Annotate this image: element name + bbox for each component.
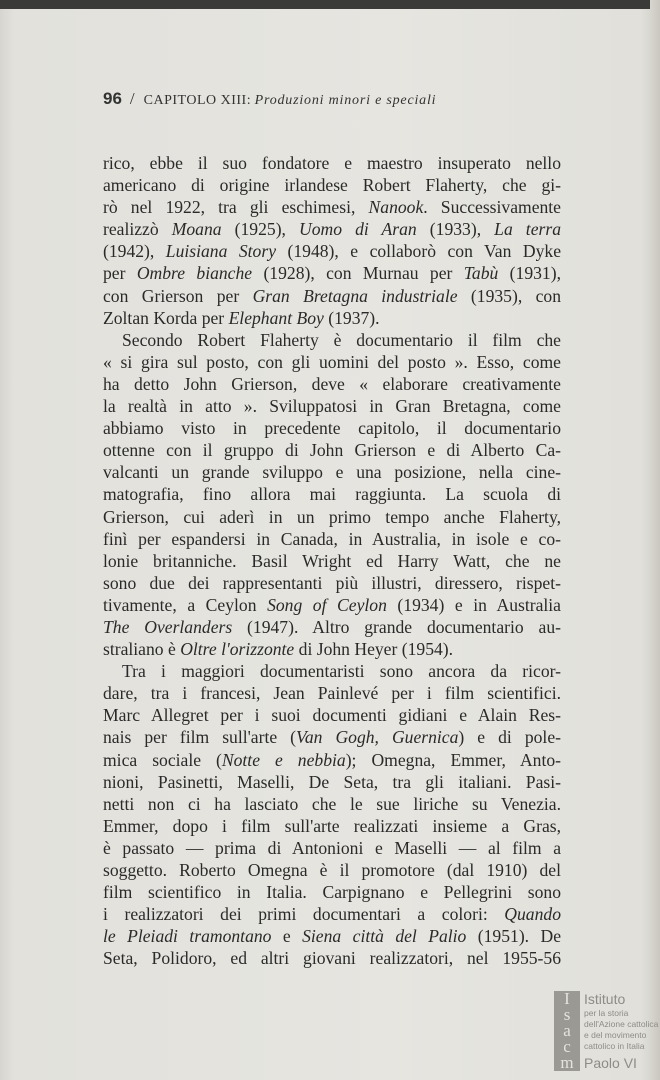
text-span: con Grierson per xyxy=(103,285,253,306)
italic-title: le Pleiadi tramontano xyxy=(103,926,272,947)
italic-title: Gran Bretagna industriale xyxy=(252,285,458,306)
page-number: 96 xyxy=(103,89,122,108)
text-span: (1933), xyxy=(416,219,495,240)
text-span: ottenne con il gruppo di John Grierson e di Alberto Ca- xyxy=(103,440,561,461)
body-text xyxy=(103,152,561,969)
text-line xyxy=(103,218,561,240)
text-span: Zoltan Korda per xyxy=(103,307,229,328)
italic-title: Luisiana Story xyxy=(165,241,277,262)
italic-title: Quando xyxy=(504,904,561,925)
logo-line: dell'Azione cattolica xyxy=(584,1019,659,1029)
text-span: . Successivamente xyxy=(423,197,561,218)
text-span: è passato — prima di Antonioni e Maselli — al film a xyxy=(103,837,561,858)
text-span: ); Omegna, Emmer, Anto- xyxy=(345,749,561,770)
text-span: (1931), xyxy=(498,263,561,284)
text-span: dare, tra i francesi, Jean Painlevé per i film scientifici. xyxy=(103,683,561,704)
text-span: « si gira sul posto, con gli uomini del posto ». Esso, come xyxy=(103,351,561,372)
logo-footer: Paolo VI xyxy=(584,1055,637,1071)
text-span: nais per film sull'arte ( xyxy=(103,727,297,748)
text-span: finì per espandersi in Canada, in Australia, in isole e co- xyxy=(103,528,561,549)
chapter-label: CAPITOLO XIII: xyxy=(143,93,252,108)
logo-letter: m xyxy=(560,1053,574,1072)
text-line xyxy=(103,638,561,660)
text-line xyxy=(103,152,561,174)
text-span: i realizzatori dei primi documentari a colori: xyxy=(103,904,505,925)
text-line xyxy=(103,461,561,483)
text-span: matografia, fino allora mai raggiunta. La scuola di xyxy=(103,484,561,505)
text-line xyxy=(103,285,561,307)
text-line xyxy=(103,815,561,837)
text-span: Emmer, dopo i film sull'arte realizzati insieme a Gras, xyxy=(103,815,561,836)
logo-letter: s xyxy=(563,1005,571,1024)
text-span: rò nel 1922, tra gli eschimesi, xyxy=(103,197,369,218)
watermark-logo xyxy=(554,991,658,1071)
scan-top-border xyxy=(0,0,660,9)
text-line xyxy=(103,373,561,395)
text-span: ha detto John Grierson, deve « elaborare creativamente xyxy=(103,373,561,394)
text-span: per xyxy=(103,263,137,284)
text-line xyxy=(103,506,561,528)
text-span: di John Heyer (1954). xyxy=(294,639,454,660)
logo-letter: I xyxy=(564,989,570,1008)
text-line xyxy=(103,483,561,505)
text-line xyxy=(103,903,561,925)
text-line xyxy=(103,616,561,638)
text-span: ) e di pole- xyxy=(458,727,561,748)
text-line xyxy=(103,550,561,572)
text-line xyxy=(103,240,561,262)
text-line xyxy=(103,837,561,859)
logo-mark xyxy=(554,991,580,1071)
text-line xyxy=(103,682,561,704)
running-header xyxy=(103,89,436,109)
text-line xyxy=(103,947,561,969)
italic-title: Elephant Boy xyxy=(228,307,324,328)
italic-title: Oltre l'orizzonte xyxy=(180,639,295,660)
text-line xyxy=(103,417,561,439)
italic-title: Moana xyxy=(171,219,222,240)
text-span: (1951). De xyxy=(466,926,562,947)
text-span: abbiamo visto in precedente capitolo, il documentario xyxy=(103,418,561,439)
text-span: (1925), xyxy=(221,219,300,240)
text-span: e xyxy=(271,926,303,947)
text-line xyxy=(103,704,561,726)
text-span: tivamente, a Ceylon xyxy=(103,594,268,615)
header-separator: / xyxy=(129,89,135,108)
text-line xyxy=(103,351,561,373)
text-line xyxy=(103,771,561,793)
logo-line: cattolico in Italia xyxy=(584,1041,645,1051)
text-line xyxy=(103,726,561,748)
text-span: nioni, Pasinetti, Maselli, De Seta, tra gli italiani. Pasi- xyxy=(103,771,561,792)
text-span: rico, ebbe il suo fondatore e maestro insuperato nello xyxy=(103,153,561,173)
text-span: la realtà in atto ». Sviluppatosi in Gran Bretagna, come xyxy=(103,396,561,417)
text-line xyxy=(103,793,561,815)
text-span: sono due dei rappresentanti più illustri, diressero, rispet- xyxy=(103,572,561,593)
italic-title: Song of Ceylon xyxy=(267,594,387,615)
text-span: netti non ci ha lasciato che le sue liriche su Venezia. xyxy=(103,793,561,814)
text-line xyxy=(103,881,561,903)
logo-title: Istituto xyxy=(584,991,626,1007)
text-line xyxy=(103,528,561,550)
text-span: lonie britanniche. Basil Wright ed Harry Watt, che ne xyxy=(103,550,561,571)
text-span: (1934) e in Australia xyxy=(386,594,561,615)
text-span: (1948), e collaborò con Van Dyke xyxy=(276,241,562,262)
logo-letter: a xyxy=(563,1021,571,1040)
text-line xyxy=(103,329,561,351)
text-line xyxy=(103,395,561,417)
italic-title: Uomo di Aran xyxy=(299,219,417,240)
text-span: Marc Allegret per i suoi documenti gidiani e Alain Res- xyxy=(103,705,561,726)
text-span: (1937). xyxy=(323,307,380,328)
text-span: (1942), xyxy=(103,241,166,262)
text-span: film scientifico in Italia. Carpignano e Pellegrini sono xyxy=(103,882,561,903)
text-line xyxy=(103,174,561,196)
text-line xyxy=(103,749,561,771)
italic-title: Siena città del Palio xyxy=(302,926,467,947)
text-span: americano di origine irlandese Robert Flaherty, che gi- xyxy=(103,175,561,196)
text-span: Seta, Polidoro, ed altri giovani realizzatori, nel 1955-56 xyxy=(103,948,561,969)
chapter-subtitle: Produzioni minori e speciali xyxy=(254,93,437,108)
text-span: (1928), con Murnau per xyxy=(252,263,464,284)
text-span: mica sociale ( xyxy=(103,749,222,770)
text-span: Secondo Robert Flaherty è documentario il film che xyxy=(122,329,561,350)
italic-title: The Overlanders xyxy=(103,616,233,637)
text-line xyxy=(103,660,561,682)
text-line xyxy=(103,925,561,947)
italic-title: La terra xyxy=(494,219,561,240)
italic-title: Nanook xyxy=(368,197,424,218)
text-span: (1947). Altro grande documentario au- xyxy=(232,616,561,637)
italic-title: Tabù xyxy=(463,263,499,284)
text-span: Grierson, cui aderì in un primo tempo anche Flaherty, xyxy=(103,506,561,527)
italic-title: Ombre bianche xyxy=(136,263,253,284)
text-line xyxy=(103,572,561,594)
text-span: valcanti un grande sviluppo e una posizione, nella cine- xyxy=(103,462,561,483)
text-line xyxy=(103,262,561,284)
text-span: (1935), con xyxy=(457,285,561,306)
italic-title: Van Gogh, Guernica xyxy=(296,727,459,748)
text-span: Tra i maggiori documentaristi sono ancora da ricor- xyxy=(122,661,561,682)
text-span: realizzò xyxy=(103,219,172,240)
text-line xyxy=(103,307,561,329)
logo-letter: c xyxy=(563,1037,571,1056)
italic-title: Notte e nebbia xyxy=(221,749,346,770)
text-span: straliano è xyxy=(103,639,181,660)
logo-line: per la storia xyxy=(584,1008,629,1018)
text-line xyxy=(103,594,561,616)
text-line xyxy=(103,859,561,881)
scan-right-edge xyxy=(650,0,660,1080)
text-line xyxy=(103,439,561,461)
text-span: soggetto. Roberto Omegna è il promotore (dal 1910) del xyxy=(103,860,561,880)
text-line xyxy=(103,196,561,218)
logo-line: e del movimento xyxy=(584,1030,647,1040)
